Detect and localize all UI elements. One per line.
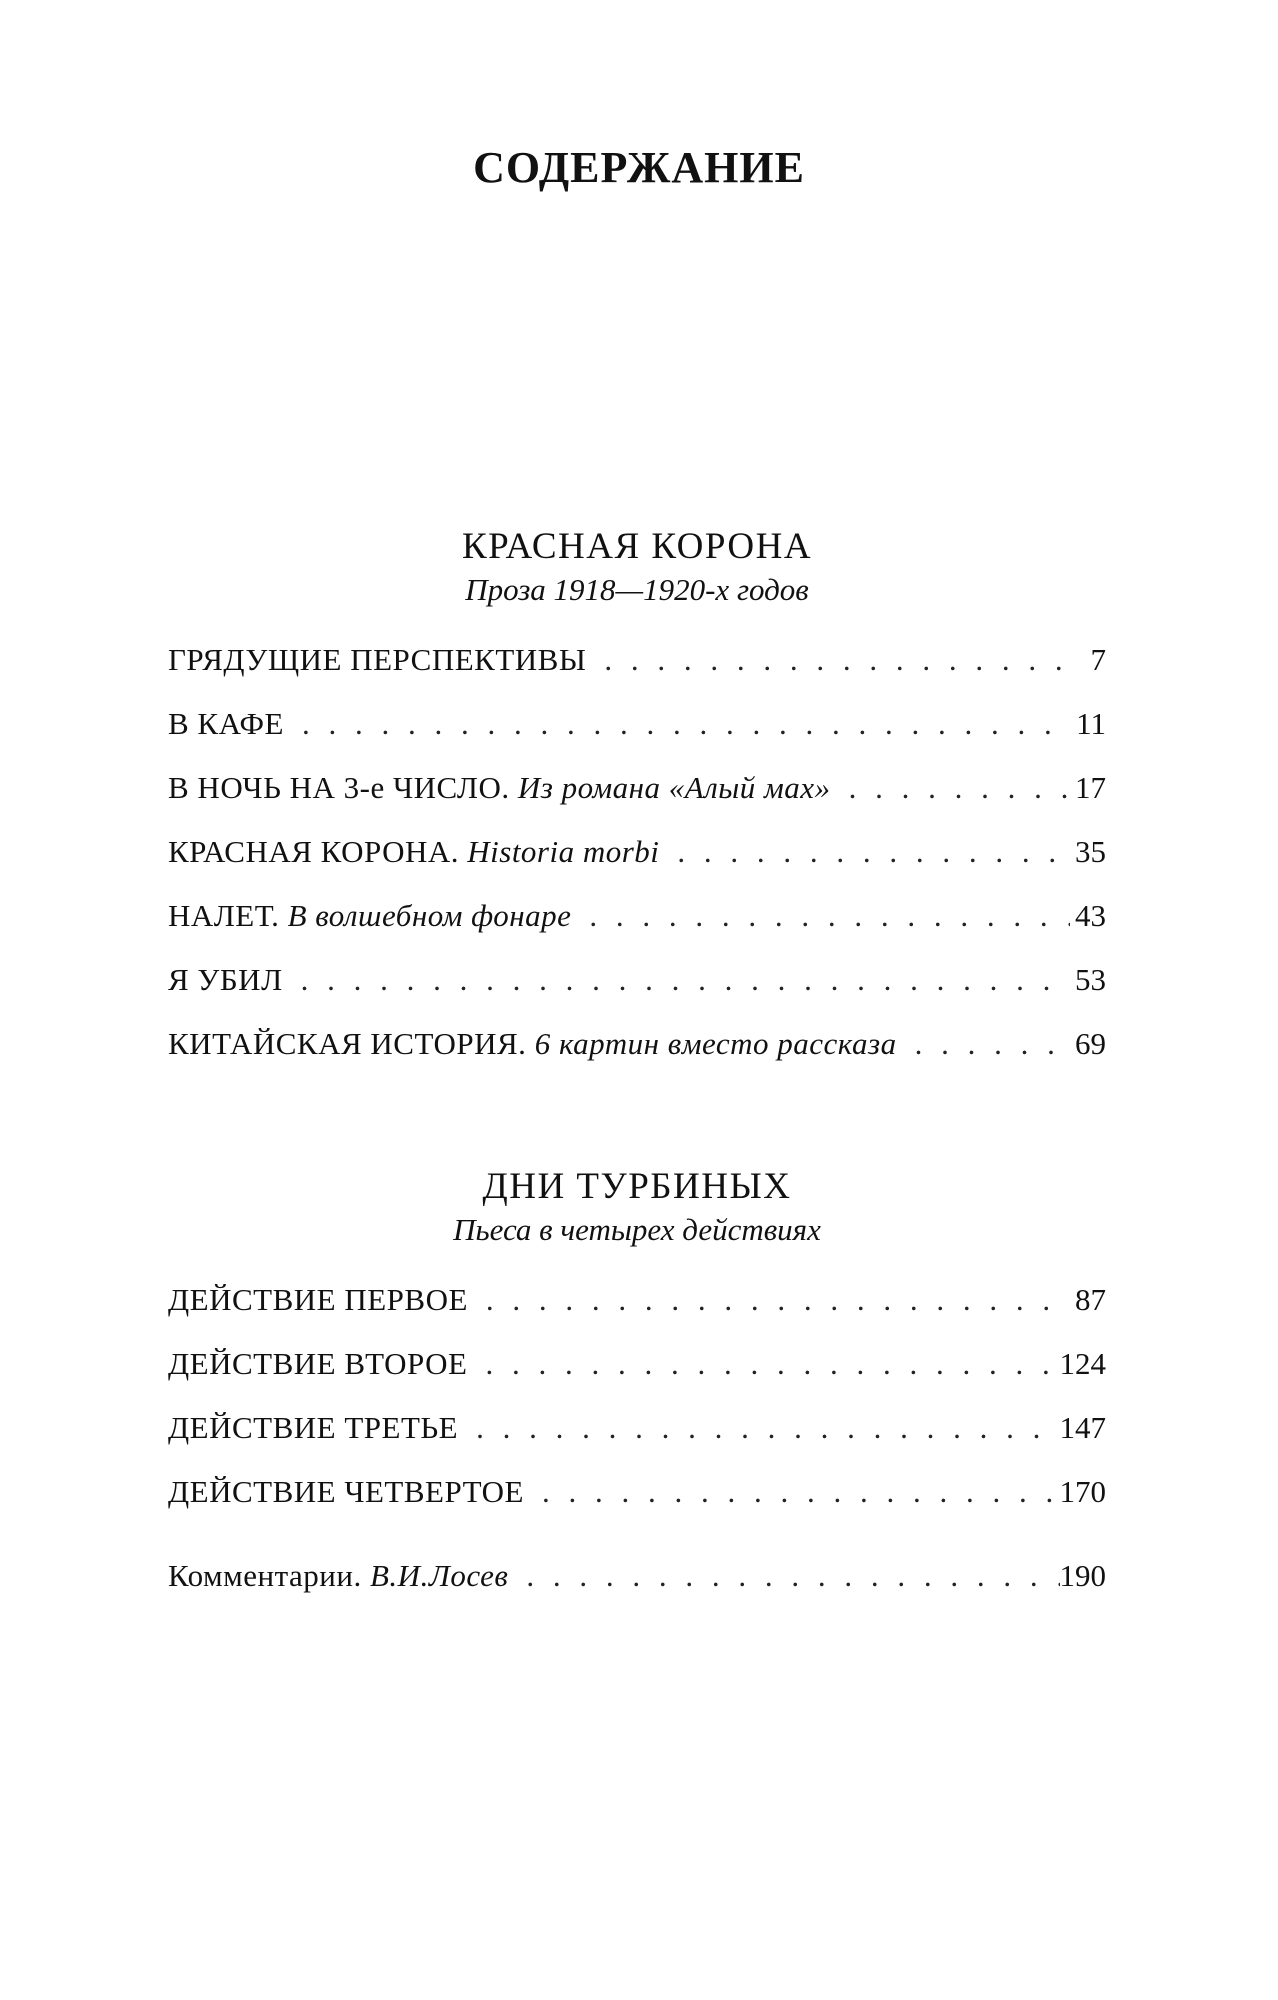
toc-entry-author: В.И.Лосев xyxy=(370,1558,509,1593)
toc-entry-title: Я УБИЛ xyxy=(168,962,283,997)
toc-entry-page: 7 xyxy=(1090,642,1106,677)
toc-entry-title: В НОЧЬ НА 3-е ЧИСЛО. Из романа «Алый мах» xyxy=(168,770,831,805)
toc-entry-title: ДЕЙСТВИЕ ПЕРВОЕ xyxy=(168,1282,468,1317)
toc-section-red-crown xyxy=(168,524,1106,1076)
toc-entry-page: 190 xyxy=(1059,1558,1106,1593)
toc-entry-page: 87 xyxy=(1075,1282,1106,1317)
dot-leader xyxy=(659,820,1070,884)
dot-leader xyxy=(467,1332,1059,1396)
dot-leader xyxy=(897,1012,1070,1076)
toc-section-days-of-turbins xyxy=(168,1164,1106,1524)
section-title: КРАСНАЯ КОРОНА xyxy=(461,526,813,567)
toc-commentary xyxy=(168,1544,1106,1608)
dot-leader xyxy=(524,1460,1060,1524)
toc-list xyxy=(168,1268,1106,1524)
toc-entry-title: НАЛЕТ. В волшебном фонаре xyxy=(168,898,572,933)
dot-leader xyxy=(468,1268,1070,1332)
toc-entry[interactable] xyxy=(168,756,1106,820)
toc-entry[interactable] xyxy=(168,692,1106,756)
dot-leader xyxy=(458,1396,1059,1460)
toc-entry-subtitle: Historia morbi xyxy=(467,834,660,869)
toc-entry-subtitle: В волшебном фонаре xyxy=(287,898,572,933)
toc-entry[interactable] xyxy=(168,1460,1106,1524)
toc-entry-subtitle: 6 картин вместо рассказа xyxy=(534,1026,897,1061)
toc-entry[interactable] xyxy=(168,1396,1106,1460)
toc-entry[interactable] xyxy=(168,884,1106,948)
toc-entry-title: ДЕЙСТВИЕ ТРЕТЬЕ xyxy=(168,1410,459,1445)
toc-entry-title: В КАФЕ xyxy=(168,706,284,741)
section-subtitle: Проза 1918—1920-х годов xyxy=(465,572,809,607)
toc-entry-page: 170 xyxy=(1059,1474,1106,1509)
toc-entry-page: 53 xyxy=(1075,962,1106,997)
toc-entry-page: 124 xyxy=(1059,1346,1106,1381)
toc-entry-page: 17 xyxy=(1075,770,1106,805)
toc-entry-title: ГРЯДУЩИЕ ПЕРСПЕКТИВЫ xyxy=(168,642,587,677)
dot-leader xyxy=(508,1544,1059,1608)
toc-entry-page: 147 xyxy=(1059,1410,1106,1445)
dot-leader xyxy=(284,692,1070,756)
page-title: СОДЕРЖАНИЕ xyxy=(473,143,805,192)
toc-entry[interactable] xyxy=(168,1012,1106,1076)
toc-entry-title: КРАСНАЯ КОРОНА. Historia morbi xyxy=(168,834,660,869)
toc-entry[interactable] xyxy=(168,628,1106,692)
dot-leader xyxy=(571,884,1070,948)
toc-entry[interactable] xyxy=(168,948,1106,1012)
toc-entry-page: 35 xyxy=(1075,834,1106,869)
toc-entry-page: 11 xyxy=(1076,706,1106,741)
section-subtitle: Пьеса в четырех действиях xyxy=(453,1212,821,1247)
section-header xyxy=(168,524,1106,610)
toc-entry[interactable] xyxy=(168,1332,1106,1396)
toc-entry-title: ДЕЙСТВИЕ ЧЕТВЕРТОЕ xyxy=(168,1474,524,1509)
toc-entry[interactable] xyxy=(168,1268,1106,1332)
dot-leader xyxy=(831,756,1070,820)
toc-entry-title: ДЕЙСТВИЕ ВТОРОЕ xyxy=(168,1346,468,1381)
section-header xyxy=(168,1164,1106,1250)
toc-entry-subtitle: Из романа «Алый мах» xyxy=(517,770,831,805)
section-title: ДНИ ТУРБИНЫХ xyxy=(482,1166,792,1207)
toc-entry[interactable] xyxy=(168,820,1106,884)
toc-list xyxy=(168,628,1106,1076)
toc-entry-page: 43 xyxy=(1075,898,1106,933)
toc-entry-page: 69 xyxy=(1075,1026,1106,1061)
toc-entry-title: КИТАЙСКАЯ ИСТОРИЯ. 6 картин вместо рассказа xyxy=(168,1026,897,1061)
dot-leader xyxy=(586,628,1070,692)
dot-leader xyxy=(283,948,1070,1012)
toc-entry[interactable] xyxy=(168,1544,1106,1608)
toc-entry-title: Комментарии. В.И.Лосев xyxy=(168,1558,509,1593)
